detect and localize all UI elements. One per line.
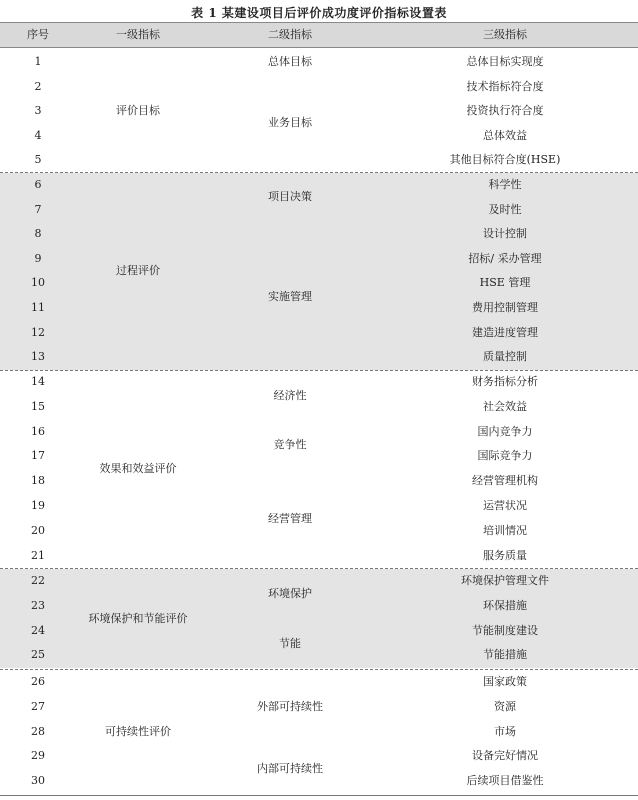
row-level3: 经营管理机构 (472, 474, 538, 487)
row-no: 5 (34, 153, 42, 166)
row-no: 4 (34, 129, 42, 142)
row-level3: 运营状况 (483, 499, 527, 512)
row-no: 21 (31, 549, 45, 562)
level1-indicator: 评价目标 (116, 104, 160, 117)
row-no: 30 (31, 774, 45, 787)
row-no: 27 (31, 700, 45, 713)
row-no: 26 (31, 675, 45, 688)
row-no: 8 (34, 227, 42, 240)
row-level3: 后续项目借鉴性 (466, 774, 544, 787)
row-level3: 资源 (494, 700, 516, 713)
row-no: 25 (31, 648, 45, 661)
level2-indicator: 总体目标 (268, 55, 312, 68)
table-bottom-rule (0, 795, 638, 796)
row-level3: 社会效益 (483, 400, 527, 413)
row-no: 29 (31, 749, 45, 762)
row-level3: 质量控制 (483, 350, 527, 363)
row-no: 10 (31, 276, 45, 289)
row-no: 9 (34, 252, 42, 265)
level2-indicator: 竞争性 (273, 438, 307, 451)
row-level3: 培训情况 (483, 524, 527, 537)
level1-indicator: 可持续性评价 (105, 725, 171, 738)
row-no: 7 (34, 203, 42, 216)
row-level3: 总体效益 (483, 129, 527, 142)
table-header (0, 22, 638, 48)
row-level3: 建造进度管理 (472, 326, 538, 339)
row-no: 28 (31, 725, 45, 738)
level2-indicator: 环境保护 (268, 587, 312, 600)
header-no: 序号 (27, 28, 49, 41)
row-level3: 国际竞争力 (477, 449, 533, 462)
row-no: 15 (31, 400, 45, 413)
row-level3: 节能制度建设 (472, 624, 538, 637)
group-divider (0, 370, 638, 371)
level1-indicator: 过程评价 (116, 264, 160, 277)
row-level3: 设备完好情况 (472, 749, 538, 762)
row-level3: 节能措施 (483, 648, 527, 661)
row-level3: 设计控制 (483, 227, 527, 240)
group-divider (0, 669, 638, 670)
row-no: 2 (34, 80, 42, 93)
level2-indicator: 实施管理 (268, 290, 312, 303)
row-no: 1 (34, 55, 42, 68)
row-level3: 环境保护管理文件 (461, 574, 549, 587)
level1-indicator: 环境保护和节能评价 (88, 612, 188, 625)
row-no: 24 (31, 624, 45, 637)
row-level3: 科学性 (488, 178, 522, 191)
row-level3: 其他目标符合度(HSE) (449, 153, 561, 166)
level2-indicator: 内部可持续性 (257, 762, 323, 775)
row-level3: 市场 (494, 725, 516, 738)
row-level3: 环保措施 (483, 599, 527, 612)
row-level3: 技术指标符合度 (466, 80, 544, 93)
level2-indicator: 外部可持续性 (257, 700, 323, 713)
level2-indicator: 业务目标 (268, 116, 312, 129)
row-no: 23 (31, 599, 45, 612)
header-level1: 一级指标 (116, 28, 160, 41)
row-no: 17 (31, 449, 45, 462)
row-no: 19 (31, 499, 45, 512)
row-no: 6 (34, 178, 42, 191)
row-level3: 财务指标分析 (472, 375, 538, 388)
row-no: 12 (31, 326, 45, 339)
level2-indicator: 经营管理 (268, 512, 312, 525)
row-level3: 及时性 (488, 203, 522, 216)
group-divider (0, 172, 638, 173)
row-level3: 招标/ 采办管理 (468, 252, 542, 265)
level2-indicator: 经济性 (273, 389, 307, 402)
row-no: 3 (34, 104, 42, 117)
row-no: 18 (31, 474, 45, 487)
row-level3: 服务质量 (483, 549, 527, 562)
row-level3: 国家政策 (483, 675, 527, 688)
row-no: 13 (31, 350, 45, 363)
header-level2: 二级指标 (268, 28, 312, 41)
row-no: 20 (31, 524, 45, 537)
row-no: 22 (31, 574, 45, 587)
row-level3: 投资执行符合度 (466, 104, 544, 117)
row-level3: 国内竞争力 (477, 425, 533, 438)
row-no: 14 (31, 375, 45, 388)
row-level3: 费用控制管理 (472, 301, 538, 314)
level2-indicator: 节能 (279, 637, 301, 650)
group-divider (0, 568, 638, 569)
row-no: 16 (31, 425, 45, 438)
level1-indicator: 效果和效益评价 (99, 462, 177, 475)
row-level3: 总体目标实现度 (466, 55, 544, 68)
header-level3: 三级指标 (483, 28, 527, 41)
level2-indicator: 项目决策 (268, 190, 312, 203)
row-level3: HSE 管理 (479, 276, 531, 289)
table-title: 表 1 某建设项目后评价成功度评价指标设置表 (191, 6, 447, 20)
row-no: 11 (31, 301, 45, 314)
